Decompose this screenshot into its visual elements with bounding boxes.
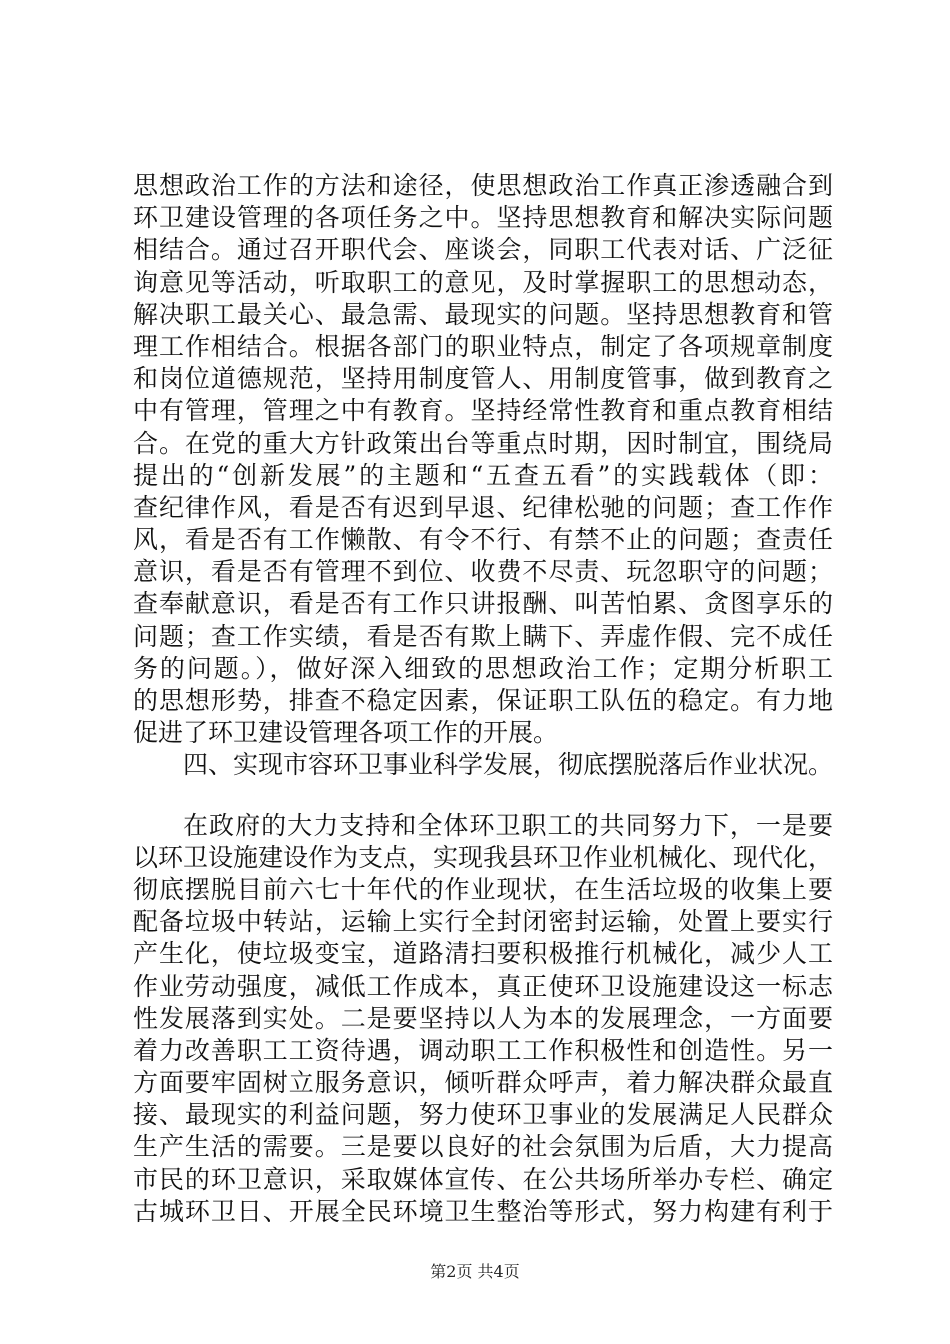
text-line: 和岗位道德规范，坚持用制度管人、用制度管事，做到教育之 — [133, 364, 833, 394]
document-body — [133, 170, 833, 1228]
text-line: 产生化，使垃圾变宝，道路清扫要积极推行机械化，减少人工 — [133, 939, 833, 969]
text-line: 配备垃圾中转站，运输上实行全封闭密封运输，处置上要实行 — [133, 907, 833, 937]
text-line: 以环卫设施建设作为支点，实现我县环卫作业机械化、现代化， — [133, 842, 833, 872]
paragraph-gap — [133, 782, 833, 810]
text-line: 着力改善职工工资待遇，调动职工工作积极性和创造性。另一 — [133, 1035, 833, 1065]
paragraph-ideological-work — [133, 170, 833, 749]
text-line: 查纪律作风，看是否有迟到早退、纪律松驰的问题；查工作作 — [133, 492, 833, 522]
text-line: 意识，看是否有管理不到位、收费不尽责、玩忽职守的问题； — [133, 557, 833, 587]
text-line: 促进了环卫建设管理各项工作的开展。 — [133, 718, 559, 748]
text-line: 生产生活的需要。三是要以良好的社会氛围为后盾，大力提高 — [133, 1132, 833, 1162]
text-line: 合。在党的重大方针政策出台等重点时期，因时制宜，围绕局 — [133, 428, 833, 458]
section-heading: 四、实现市容环卫事业科学发展，彻底摆脱落后作业状况。 — [183, 750, 833, 780]
text-line: 中有管理，管理之中有教育。坚持经常性教育和重点教育相结 — [133, 396, 833, 426]
text-line: 理工作相结合。根据各部门的职业特点，制定了各项规章制度 — [133, 331, 833, 361]
text-line: 方面要牢固树立服务意识，倾听群众呼声，着力解决群众最直 — [133, 1068, 833, 1098]
text-line: 务的问题。），做好深入细致的思想政治工作；定期分析职工 — [133, 653, 833, 683]
text-line: 作业劳动强度，减低工作成本，真正使环卫设施建设这一标志 — [133, 971, 833, 1001]
text-line: 的思想形势，排查不稳定因素，保证职工队伍的稳定。有力地 — [133, 686, 833, 715]
text-line: 风，看是否有工作懒散、有令不行、有禁不止的问题；查责任 — [133, 525, 833, 555]
page-number-footer: 第2页 共4页 — [430, 1262, 520, 1281]
text-line: 问题；查工作实绩，看是否有欺上瞒下、弄虚作假、完不成任 — [133, 621, 833, 651]
text-line: 古城环卫日、开展全民环境卫生整治等形式，努力构建有利于 — [133, 1196, 833, 1226]
text-line: 环卫建设管理的各项任务之中。坚持思想教育和解决实际问题 — [133, 203, 833, 233]
text-line: 相结合。通过召开职代会、座谈会，同职工代表对话、广泛征 — [133, 235, 833, 265]
text-line: 接、最现实的利益问题，努力使环卫事业的发展满足人民群众 — [133, 1100, 833, 1130]
text-line: 在政府的大力支持和全体环卫职工的共同努力下，一是要 — [183, 810, 833, 840]
text-line: 解决职工最关心、最急需、最现实的问题。坚持思想教育和管 — [133, 299, 833, 329]
text-line: 询意见等活动，听取职工的意见，及时掌握职工的思想动态， — [133, 267, 833, 297]
text-line: 查奉献意识，看是否有工作只讲报酬、叫苦怕累、贪图享乐的 — [133, 589, 833, 619]
text-line: 提出的“创新发展”的主题和“五查五看”的实践载体（即： — [133, 460, 833, 490]
text-line: 思想政治工作的方法和途径，使思想政治工作真正渗透融合到 — [133, 171, 833, 200]
text-line: 市民的环卫意识，采取媒体宣传、在公共场所举办专栏、确定 — [133, 1164, 833, 1194]
text-line: 彻底摆脱目前六七十年代的作业现状，在生活垃圾的收集上要 — [133, 874, 833, 904]
paragraph-scientific-development — [133, 810, 833, 1228]
text-line: 性发展落到实处。二是要坚持以人为本的发展理念，一方面要 — [133, 1003, 833, 1033]
